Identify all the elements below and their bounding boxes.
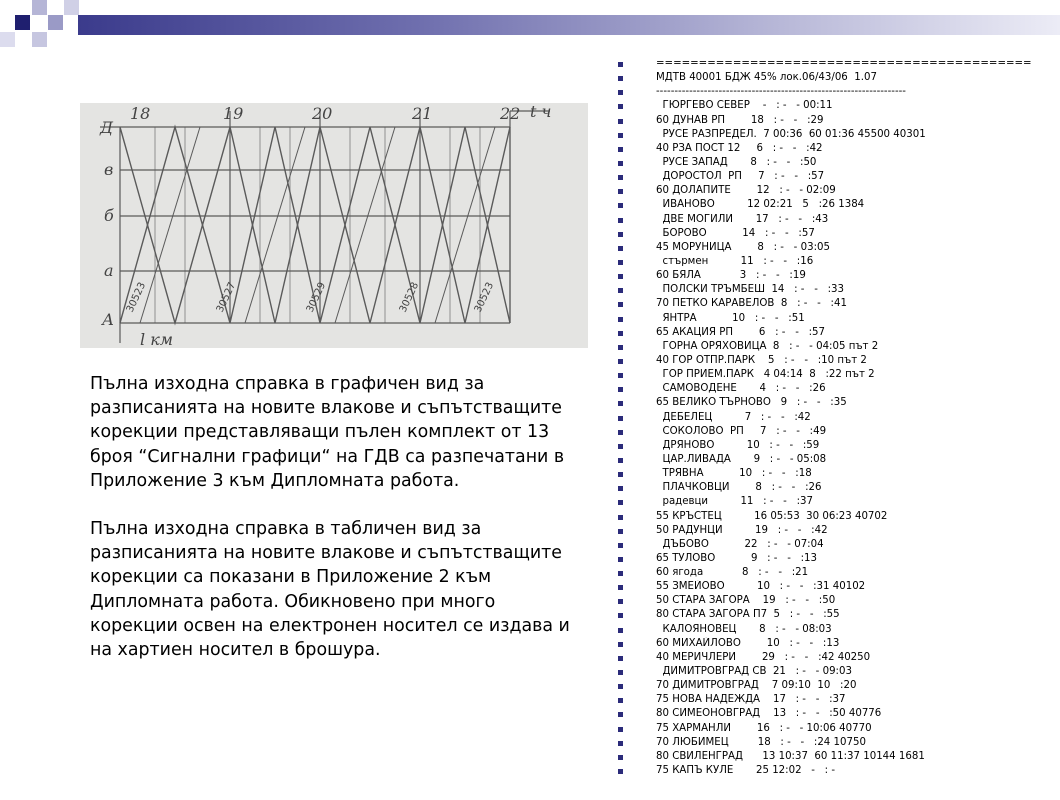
timetable-list-item	[618, 538, 1058, 552]
timetable-line-text: РУСЕ ЗАПАД 8 : - - :50	[656, 156, 817, 168]
timetable-line-text: ДРЯНОВО 10 : - - :59	[656, 439, 820, 451]
timetable-line-text: 55 КРЪСТЕЦ 16 05:53 30 06:23 40702	[656, 510, 888, 522]
bullet-square-icon	[618, 161, 623, 166]
timetable-list-item	[618, 524, 1058, 538]
bullet-square-icon	[618, 642, 623, 647]
schedule-graph-svg	[80, 103, 588, 348]
timetable-line-text: ТРЯВНА 10 : - - :18	[656, 468, 812, 480]
time-axis-label: t ч	[530, 103, 552, 121]
timetable-line-text: 70 ЛЮБИМЕЦ 18 : - - :24 10750	[656, 736, 866, 748]
timetable-list-item	[618, 411, 1058, 425]
corner-square-left	[0, 32, 15, 47]
bullet-square-icon	[618, 203, 623, 208]
bullet-square-icon	[618, 274, 623, 279]
timetable-line-text: ГОР ПРИЕМ.ПАРК 4 04:14 8 :22 път 2	[656, 369, 875, 381]
bullet-square-icon	[618, 670, 623, 675]
bullet-square-icon	[618, 684, 623, 689]
timetable-list-item	[618, 71, 1058, 85]
bullet-square-icon	[618, 515, 623, 520]
bullet-square-icon	[618, 613, 623, 618]
bullet-square-icon	[618, 133, 623, 138]
bullet-square-icon	[618, 90, 623, 95]
timetable-line-text: 60 ДУНАВ РП 18 : - - :29	[656, 114, 824, 126]
timetable-line-text: 40 ГОР ОТПР.ПАРК 5 : - - :10 път 2	[656, 354, 867, 366]
description-paragraph-1: Пълна изходна справка в графичен вид за разписанията на новите влакове и съпътстващите корекции представляващи пълен комплект от 13 броя “Сигнални графици“ на ГДВ са разпечатани в Приложение 3 към Дипломната работа.	[90, 374, 565, 491]
bullet-square-icon	[618, 175, 623, 180]
bullet-square-icon	[618, 232, 623, 237]
train-number-3: 30529	[304, 280, 329, 315]
timetable-line-text: 40 МЕРИЧЛЕРИ 29 : - - :42 40250	[656, 651, 871, 663]
timetable-list-item	[618, 552, 1058, 566]
timetable-list-item	[618, 736, 1058, 750]
bullet-square-icon	[618, 246, 623, 251]
timetable-line-text: --------------------------------------------------------------------	[656, 86, 906, 98]
train-number-4: 30528	[397, 280, 422, 315]
corner-square-mid	[48, 15, 63, 30]
bullet-square-icon	[618, 769, 623, 774]
timetable-list-item	[618, 396, 1058, 410]
timetable-list-item	[618, 128, 1058, 142]
timetable-line-text: 65 АКАЦИЯ РП 6 : - - :57	[656, 326, 825, 338]
timetable-list-item	[618, 269, 1058, 283]
bullet-square-icon	[618, 571, 623, 576]
hour-label-20: 20	[312, 104, 333, 123]
timetable-line-text: ЯНТРА 10 : - - :51	[656, 312, 805, 324]
description-paragraph-2: Пълна изходна справка в табличен вид за разписанията на новите влакове и съпътстващите корекции са показани в Приложение 2 към Дипломната работа. Обикновено при много корекции освен на електронен носител се издава и на хартиен носител в брошура.	[90, 519, 570, 661]
timetable-list-item	[618, 594, 1058, 608]
timetable-list-item	[618, 481, 1058, 495]
timetable-line-text: ИВАНОВО 12 02:21 5 :26 1384	[656, 199, 865, 211]
distance-axis-label: l км	[140, 330, 174, 348]
bullet-square-icon	[618, 543, 623, 548]
timetable-list-item	[618, 722, 1058, 736]
timetable-list-item	[618, 425, 1058, 439]
bullet-square-icon	[618, 486, 623, 491]
timetable-list-item	[618, 382, 1058, 396]
bullet-square-icon	[618, 359, 623, 364]
timetable-list-item	[618, 142, 1058, 156]
hour-label-19: 19	[223, 104, 244, 123]
timetable-list-item	[618, 467, 1058, 481]
timetable-list-item	[618, 764, 1058, 778]
bullet-square-icon	[618, 373, 623, 378]
corner-square-dark	[15, 15, 30, 30]
timetable-list-item	[618, 340, 1058, 354]
hour-label-21: 21	[412, 104, 433, 123]
corner-square-lower	[32, 32, 47, 47]
timetable-list-item	[618, 85, 1058, 99]
timetable-list-item	[618, 227, 1058, 241]
bullet-square-icon	[618, 628, 623, 633]
timetable-line-text: 65 ТУЛОВО 9 : - - :13	[656, 552, 817, 564]
timetable-list-item	[618, 651, 1058, 665]
timetable-list-item	[618, 255, 1058, 269]
timetable-list-item	[618, 693, 1058, 707]
timetable-list-item	[618, 580, 1058, 594]
timetable-list-item	[618, 57, 1058, 71]
timetable-line-text: БОРОВО 14 : - - :57	[656, 227, 815, 239]
timetable-line-text: 60 МИХАЙЛОВО 10 : - - :13	[656, 637, 840, 649]
timetable-line-text: ============================================	[656, 58, 1032, 69]
bullet-square-icon	[618, 302, 623, 307]
timetable-line-text: 50 РАДУНЦИ 19 : - - :42	[656, 524, 828, 536]
bullet-square-icon	[618, 387, 623, 392]
timetable-list-item	[618, 198, 1058, 212]
timetable-line-text: 80 СВИЛЕНГРАД 13 10:37 60 11:37 10144 1681	[656, 750, 925, 762]
train-number-5: 30523	[472, 280, 497, 315]
timetable-list-item	[618, 184, 1058, 198]
corner-square-light	[32, 0, 47, 15]
bullet-square-icon	[618, 62, 623, 67]
bullet-square-icon	[618, 119, 623, 124]
train-number-1: 30523	[124, 280, 149, 315]
bullet-square-icon	[618, 76, 623, 81]
timetable-list-item	[618, 283, 1058, 297]
timetable-list-item	[618, 608, 1058, 622]
bullet-square-icon	[618, 260, 623, 265]
timetable-list-item	[618, 453, 1058, 467]
train-number-2: 30527	[214, 280, 239, 315]
timetable-list-item	[618, 99, 1058, 113]
timetable-line-text: 80 СТАРА ЗАГОРА П7 5 : - - :55	[656, 609, 840, 621]
timetable-line-text: 60 ДОЛАПИТЕ 12 : - - 02:09	[656, 185, 836, 197]
timetable-list-item	[618, 623, 1058, 637]
timetable-line-text: радевци 11 : - - :37	[656, 496, 813, 508]
bullet-square-icon	[618, 345, 623, 350]
timetable-line-text: 40 РЗА ПОСТ 12 6 : - - :42	[656, 142, 823, 154]
timetable-list-item	[618, 439, 1058, 453]
timetable-list-item	[618, 637, 1058, 651]
station-label-v: в	[104, 160, 114, 179]
timetable-list-item	[618, 750, 1058, 764]
bullet-square-icon	[618, 755, 623, 760]
timetable-list-item	[618, 665, 1058, 679]
corner-square-pale	[64, 0, 79, 15]
train-timetable-list	[618, 57, 1058, 778]
bullet-square-icon	[618, 189, 623, 194]
bullet-square-icon	[618, 416, 623, 421]
timetable-line-text: 70 ПЕТКО КАРАВЕЛОВ 8 : - - :41	[656, 298, 847, 310]
timetable-list-item	[618, 114, 1058, 128]
bullet-square-icon	[618, 430, 623, 435]
bullet-square-icon	[618, 529, 623, 534]
timetable-list-item	[618, 495, 1058, 509]
hour-label-18: 18	[130, 104, 151, 123]
bullet-square-icon	[618, 500, 623, 505]
bullet-square-icon	[618, 656, 623, 661]
timetable-line-text: ГОРНА ОРЯХОВИЦА 8 : - - 04:05 път 2	[656, 340, 879, 352]
timetable-line-text: ДВЕ МОГИЛИ 17 : - - :43	[656, 213, 829, 225]
timetable-line-text: ДИМИТРОВГРАД СВ 21 : - - 09:03	[656, 666, 852, 678]
timetable-list-item	[618, 679, 1058, 693]
bullet-square-icon	[618, 104, 623, 109]
bullet-square-icon	[618, 698, 623, 703]
description-text-block	[90, 372, 570, 686]
bullet-square-icon	[618, 727, 623, 732]
timetable-line-text: 80 СИМЕОНОВГРАД 13 : - - :50 40776	[656, 708, 882, 720]
station-label-a: а	[104, 261, 114, 280]
bullet-square-icon	[618, 712, 623, 717]
timetable-list-item	[618, 368, 1058, 382]
timetable-list-item	[618, 566, 1058, 580]
bullet-square-icon	[618, 458, 623, 463]
timetable-list-item	[618, 312, 1058, 326]
bullet-square-icon	[618, 288, 623, 293]
timetable-line-text: ДОРОСТОЛ РП 7 : - - :57	[656, 171, 825, 183]
timetable-line-text: стърмен 11 : - - :16	[656, 255, 814, 267]
timetable-line-text: КАЛОЯНОВЕЦ 8 : - - 08:03	[656, 623, 832, 635]
timetable-line-text: 65 ВЕЛИКО ТЪРНОВО 9 : - - :35	[656, 397, 847, 409]
timetable-list-item	[618, 297, 1058, 311]
timetable-line-text: 70 ДИМИТРОВГРАД 7 09:10 10 :20	[656, 680, 857, 692]
bullet-square-icon	[618, 218, 623, 223]
bullet-square-icon	[618, 401, 623, 406]
bullet-square-icon	[618, 444, 623, 449]
timetable-line-text: МДТВ 40001 БДЖ 45% лок.06/43/06 1.07	[656, 72, 877, 84]
timetable-list-item	[618, 510, 1058, 524]
bullet-square-icon	[618, 472, 623, 477]
bullet-square-icon	[618, 317, 623, 322]
timetable-list-item	[618, 326, 1058, 340]
timetable-list-item	[618, 241, 1058, 255]
station-label-b: б	[104, 206, 114, 225]
bullet-square-icon	[618, 147, 623, 152]
timetable-list-item	[618, 156, 1058, 170]
timetable-line-text: 75 НОВА НАДЕЖДА 17 : - - :37	[656, 694, 846, 706]
header-gradient-bar	[78, 15, 1060, 35]
timetable-line-text: ДЪБОВО 22 : - - 07:04	[656, 538, 824, 550]
bullet-square-icon	[618, 585, 623, 590]
timetable-line-text: ДЕБЕЛЕЦ 7 : - - :42	[656, 411, 811, 423]
timetable-list-item	[618, 170, 1058, 184]
timetable-list-item	[618, 213, 1058, 227]
bullet-square-icon	[618, 557, 623, 562]
timetable-line-text: САМОВОДЕНЕ 4 : - - :26	[656, 383, 826, 395]
timetable-line-text: СОКОЛОВО РП 7 : - - :49	[656, 425, 827, 437]
timetable-line-text: РУСЕ РАЗПРЕДЕЛ. 7 00:36 60 01:36 45500 40301	[656, 128, 926, 140]
timetable-line-text: ЦАР.ЛИВАДА 9 : - - 05:08	[656, 453, 827, 465]
timetable-line-text: ГЮРГЕВО СЕВЕР - : - - 00:11	[656, 100, 833, 112]
timetable-list-item	[618, 354, 1058, 368]
timetable-list-item	[618, 707, 1058, 721]
timetable-line-text: 50 СТАРА ЗАГОРА 19 : - - :50	[656, 595, 836, 607]
bullet-square-icon	[618, 331, 623, 336]
bullet-square-icon	[618, 741, 623, 746]
hour-label-22: 22	[500, 104, 521, 123]
station-label-d: Д	[100, 118, 114, 137]
station-label-A: А	[102, 310, 115, 329]
bullet-square-icon	[618, 599, 623, 604]
timetable-line-text: 55 ЗМЕЙОВО 10 : - - :31 40102	[656, 581, 866, 593]
timetable-line-text: 60 БЯЛА 3 : - - :19	[656, 270, 806, 282]
train-schedule-graph	[80, 103, 588, 348]
timetable-line-text: 45 МОРУНИЦА 8 : - - 03:05	[656, 241, 830, 253]
timetable-line-text: 75 ХАРМАНЛИ 16 : - - 10:06 40770	[656, 722, 872, 734]
timetable-line-text: ПОЛСКИ ТРЪМБЕШ 14 : - - :33	[656, 284, 844, 296]
timetable-line-text: ПЛАЧКОВЦИ 8 : - - :26	[656, 482, 822, 494]
timetable-line-text: 60 ягода 8 : - - :21	[656, 567, 809, 579]
timetable-line-text: 75 КАПЪ КУЛЕ 25 12:02 - : -	[656, 765, 836, 777]
